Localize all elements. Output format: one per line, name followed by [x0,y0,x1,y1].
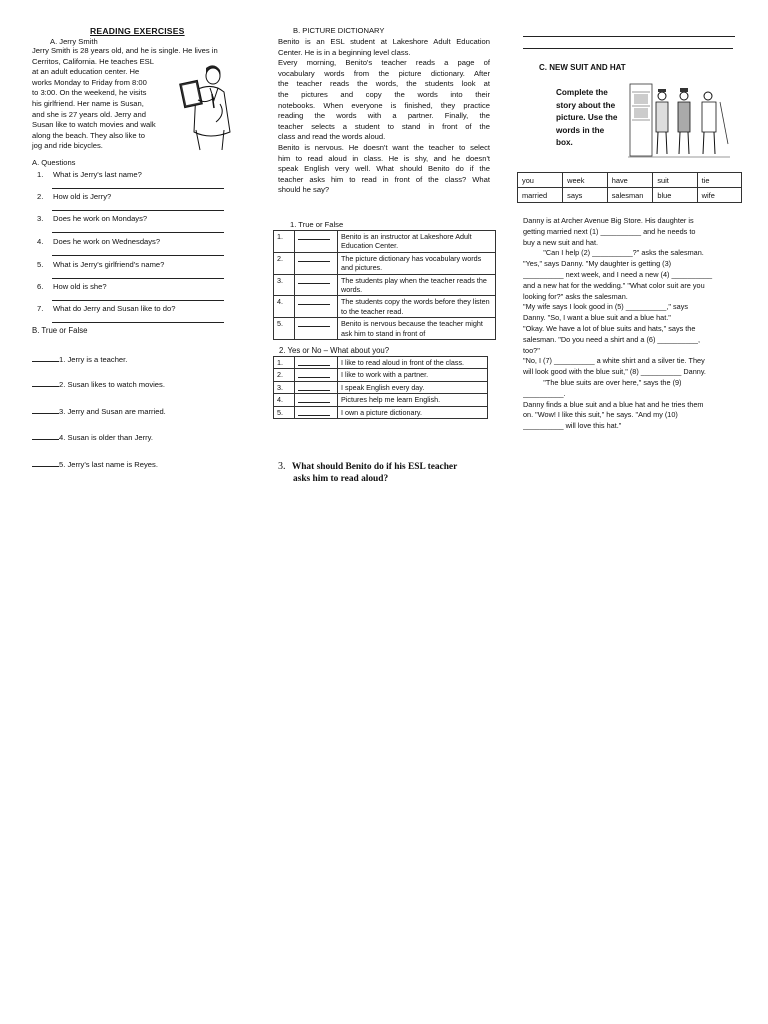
row-statement: I own a picture dictionary. [338,406,488,418]
tf-item [32,378,232,389]
story-line: "Yes," says Danny. "My daughter is getting (3) [523,259,672,269]
passage-line: Jerry Smith is 28 years old, and he is single. He lives in [32,46,218,55]
word-box-cell: salesman [607,188,653,203]
row-number: 5. [274,318,295,340]
passage-line: reading the words with a partner. Finally, the [278,111,490,121]
row-statement: I like to work with a partner. [338,369,488,381]
row-statement: Benito is an instructor at Lakeshore Adult Education Center. [338,231,496,253]
row-number: 3. [274,274,295,296]
story-line: "No, I (7) __________ a white shirt and a silver tie. They [523,356,705,366]
passage-line: Center. He is in a beginning level class. [278,47,411,57]
section-title-jerry-smith: A. Jerry Smith [50,37,98,46]
tf-item [32,431,232,442]
answer-blank[interactable] [298,319,330,327]
question-number: 1. [37,170,44,179]
story-instruction [556,87,617,150]
row-statement: The students play when the teacher reads the words. [338,274,496,296]
row-statement: The students copy the words before they listen to the teacher read. [338,296,496,318]
instruction-line: words in the [556,125,605,135]
word-box [517,172,742,203]
story-line: Danny. "So, I want a blue suit and a blue hat." [523,313,671,323]
passage-line: teacher selects a student to stand in front of the [278,121,490,131]
passage-line: along the beach. They also like to [32,130,145,140]
tf-answer-blank[interactable] [32,405,59,414]
answer-blank-cell[interactable] [295,369,338,381]
question-text: Does he work on Mondays? [53,214,148,223]
question-text: What is Jerry's girlfriend's name? [53,260,165,269]
man-reading-illustration [176,60,238,152]
table-row [274,357,488,369]
passage-line: vocabulary words from the picture dictionary. After [278,68,490,78]
table-row [274,252,496,274]
tf-statement: 2. Susan likes to watch movies. [59,380,165,389]
question-number: 6. [37,282,44,291]
passage-line: Benito is an ESL student at Lakeshore Adult Education [278,37,490,46]
table-row [274,231,496,253]
passage-line: the teacher reads the words, the students look at [278,79,490,89]
answer-line-top-2 [523,48,733,49]
answer-line[interactable] [52,188,224,189]
tf-item [32,353,232,364]
word-box-row [518,188,742,203]
question-text: How old is she? [53,282,107,291]
tf-statement: 5. Jerry's last name is Reyes. [59,460,158,469]
table-row [274,394,488,406]
word-box-cell: tie [697,173,741,188]
story-line: looking for?" asks the salesman. [523,291,628,301]
row-number: 1. [274,357,295,369]
passage-line: should he say? [278,185,330,195]
passage-line: Every morning, Benito's teacher reads a page of [278,58,490,68]
tf-item [32,405,232,416]
question-text: Does he work on Wednesdays? [53,237,161,246]
tf-statement: 3. Jerry and Susan are married. [59,407,166,416]
question-number: 5. [37,260,44,269]
true-false-heading: B. True or False [32,326,88,335]
tf-answer-blank[interactable] [32,353,59,362]
passage-line: at an adult education center. He [32,67,140,77]
passage-line: works Monday to Friday from 8:00 [32,77,147,87]
passage-line: speak English very well. What should Benito do if the [278,164,490,174]
row-number: 1. [274,231,295,253]
tf-answer-blank[interactable] [32,378,59,387]
benito-true-false-table [273,230,496,340]
answer-line[interactable] [52,322,224,323]
question-3-text-1: What should Benito do if his ESL teacher [291,462,458,472]
story-line: and a new hat for the wedding." "What color suit are you [523,280,705,290]
table-row [274,381,488,393]
answer-blank-cell[interactable] [295,318,338,340]
tf-answer-blank[interactable] [32,431,59,440]
row-statement: Benito is nervous because the teacher might ask him to stand in front of [338,318,496,340]
yes-no-table [273,356,488,419]
answer-line[interactable] [52,210,224,211]
table-row [274,369,488,381]
answer-blank[interactable] [298,232,330,240]
story-text [523,216,737,432]
story-line: will look good with the blue suit," (8) __________ Danny. [523,367,706,377]
story-line: __________ will love this hat." [523,421,622,431]
word-box-cell: have [607,173,653,188]
story-line: salesman. "Do you need a shirt and a (6) __________, [523,334,701,344]
tf-statement: 4. Susan is older than Jerry. [59,433,153,442]
question-3-text-2: asks him to read aloud? [293,473,389,484]
row-statement: I like to read aloud in front of the class. [338,357,488,369]
benito-passage [278,37,490,196]
answer-blank-cell[interactable] [295,394,338,406]
answer-blank[interactable] [298,276,330,284]
passage-line: Cerritos, California. He teaches ESL [32,56,154,66]
story-line: Danny is at Archer Avenue Big Store. His daughter is [523,216,694,225]
row-number: 2. [274,252,295,274]
row-number: 2. [274,369,295,381]
answer-line[interactable] [52,232,224,233]
tf-statement: 1. Jerry is a teacher. [59,355,128,364]
passage-line: notebooks. When everyone is finished, they practice [278,100,490,110]
benito-tf-heading: 1. True or False [290,220,344,229]
instruction-line: story about the [556,100,616,110]
row-number: 5. [274,406,295,418]
yes-no-heading: 2. Yes or No – What about you? [279,346,390,355]
passage-line: the pictures and copy the words into their [278,89,490,99]
answer-blank-cell[interactable] [295,252,338,274]
answer-blank[interactable] [298,395,330,403]
word-box-cell: wife [697,188,741,203]
section-title-picture-dictionary: B. PICTURE DICTIONARY [293,26,385,35]
story-line: "The blue suits are over here," says the (9) [523,377,682,387]
story-line: __________ next week, and I need a new (4) __________ [523,269,713,279]
passage-line: jog and ride bicycles. [32,141,103,151]
row-statement: Pictures help me learn English. [338,394,488,406]
table-row [274,406,488,418]
answer-line-top-1 [523,36,735,37]
story-line: Danny finds a blue suit and a blue hat and he tries them [523,399,704,409]
answer-blank-cell[interactable] [295,381,338,393]
row-number: 4. [274,296,295,318]
story-line: "My wife says I look good in (5) __________," says [523,302,688,312]
instruction-line: picture. Use the [556,113,618,123]
answer-blank-cell[interactable] [295,231,338,253]
story-line: on. "Wow! I like this suit," he says. "And my (10) [523,410,678,420]
table-row [274,274,496,296]
passage-line: teacher asks him to read in front of the class? What [278,174,490,184]
answer-line[interactable] [52,255,224,256]
question-number: 4. [37,237,44,246]
passage-line: class and read the words aloud. [278,132,386,142]
row-number: 4. [274,394,295,406]
answer-blank[interactable] [298,297,330,305]
page-title: READING EXERCISES [90,26,185,36]
row-number: 3. [274,381,295,393]
question-text: What is Jerry's last name? [53,170,142,179]
story-line: buy a new suit and hat. [523,237,599,247]
question-number: 7. [37,304,44,313]
answer-blank[interactable] [298,358,330,366]
table-row [274,296,496,318]
story-line: __________. [523,388,566,398]
word-box-cell: says [563,188,608,203]
question-number: 2. [37,192,44,201]
question-3-number: 3. [278,461,286,472]
passage-line: his girlfriend. Her name is Susan, [32,98,144,108]
question-3 [278,461,457,486]
word-box-cell: married [518,188,563,203]
tf-item [32,458,232,469]
row-statement: The picture dictionary has vocabulary words and pictures. [338,252,496,274]
answer-line[interactable] [52,278,224,279]
word-box-cell: blue [653,188,697,203]
story-line: too?" [523,345,540,355]
store-illustration [628,82,730,162]
word-box-cell: suit [653,173,697,188]
answer-blank[interactable] [298,408,330,416]
story-line: "Okay. We have a lot of blue suits and hats," says the [523,323,696,333]
passage-line: Susan like to watch movies and walk [32,120,156,130]
passage-line: him to read aloud in class. He is shy, and he doesn't [278,153,490,163]
instruction-line: Complete the [556,88,608,97]
instruction-line: box. [556,138,573,148]
word-box-row [518,173,742,188]
word-box-cell: week [563,173,608,188]
question-number: 3. [37,214,44,223]
answer-blank-cell[interactable] [295,357,338,369]
row-statement: I speak English every day. [338,381,488,393]
story-line: "Can I help (2) __________?" asks the salesman. [523,248,704,258]
answer-blank[interactable] [298,254,330,262]
answer-blank[interactable] [298,370,330,378]
section-title-new-suit: C. NEW SUIT AND HAT [539,63,626,72]
passage-line: to 3:00. On the weekend, he visits [32,88,147,98]
table-row [274,318,496,340]
answer-blank[interactable] [298,383,330,391]
story-line: getting married next (1) __________ and he needs to [523,226,696,236]
answer-blank-cell[interactable] [295,406,338,418]
passage-line: and she is 27 years old. Jerry and [32,109,146,119]
question-text: What do Jerry and Susan like to do? [53,304,176,313]
tf-answer-blank[interactable] [32,458,59,467]
questions-heading: A. Questions [32,158,76,167]
question-text: How old is Jerry? [53,192,112,201]
answer-blank-cell[interactable] [295,296,338,318]
word-box-cell: you [518,173,563,188]
answer-line[interactable] [52,300,224,301]
passage-line: Benito is nervous. He doesn't want the teacher to select [278,142,490,152]
answer-blank-cell[interactable] [295,274,338,296]
